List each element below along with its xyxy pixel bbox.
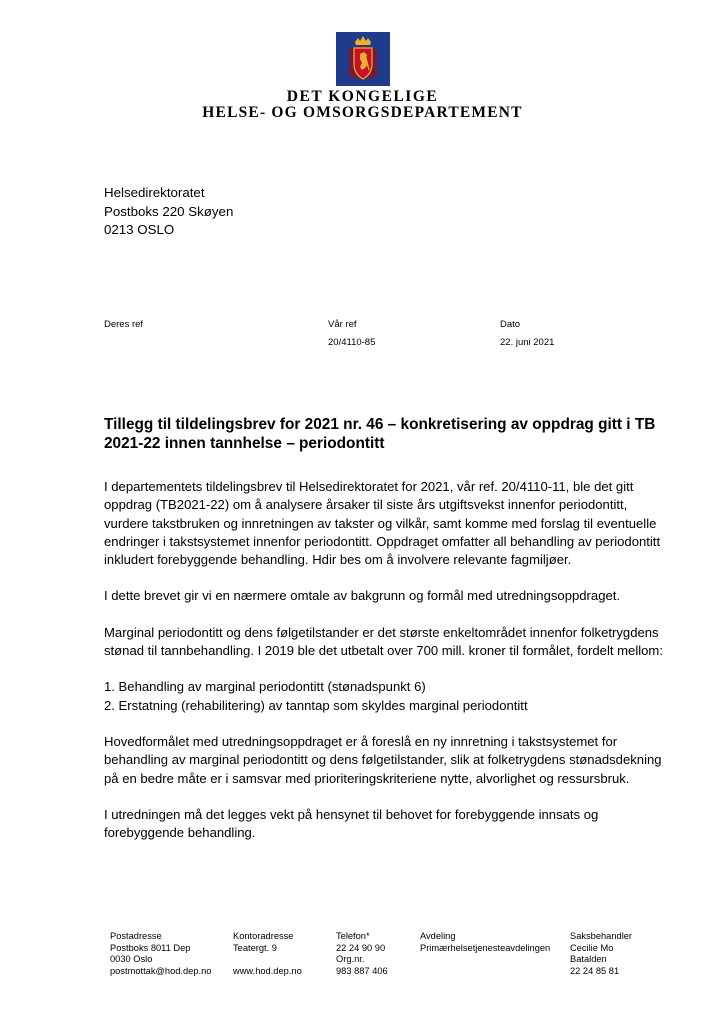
footer-telefon-label: Telefon* [336, 931, 370, 941]
letter-title: Tillegg til tildelingsbrev for 2021 nr. 46 – konkretisering av oppdrag gitt i TB 2021-22 innen tannhelse – periodontitt [104, 416, 656, 452]
footer-kontoradresse-label: Kontoradresse [233, 931, 294, 941]
footer-avdeling-label: Avdeling [420, 931, 456, 941]
footer-telefon [336, 931, 388, 977]
footer-postadresse-line2: 0030 Oslo [110, 954, 153, 964]
paragraph-1: I departementets tildelingsbrev til Helsedirektoratet for 2021, vår ref. 20/4110-11, ble det gitt oppdrag (TB2021-22) om å analysere årsaker til siste års utgiftsvekst innenfor periodontitt, vurdere takstbruken og innretningen av takster og vilkår, samt komme med forslag til eventuelle endringer i takstsystemet innenfor periodontitt. Oppdraget omfatter all behandling av periodontitt inkludert forebyggende behandling. Hdir bes om å involvere relevante fagmiljøer. [104, 479, 661, 568]
footer-telefon-number: 22 24 90 90 [336, 942, 386, 953]
footer-orgnr-value: 983 887 406 [336, 965, 388, 976]
footer-website-link[interactable]: www.hod.dep.no [233, 965, 302, 976]
list-item-2: 2. Erstatning (rehabilitering) av tanntap som skyldes marginal periodontitt [104, 697, 528, 713]
footer-kontoradresse-line1: Teatergt. 9 [233, 942, 277, 953]
letter-body [104, 478, 664, 842]
footer-saksbehandler [570, 931, 632, 977]
norwegian-royal-crest-icon [336, 32, 390, 86]
dato-label: Dato [500, 319, 521, 330]
footer-kontoradresse [233, 931, 302, 977]
list-item-1: 1. Behandling av marginal periodontitt (stønadspunkt 6) [104, 679, 426, 695]
letterhead-line1: DET KONGELIGE [286, 88, 439, 105]
footer-avdeling-name: Primærhelsetjenesteavdelingen [420, 942, 551, 953]
recipient-street: Postboks 220 Skøyen [104, 203, 234, 219]
footer-postadresse-email[interactable]: postmottak@hod.dep.no [110, 965, 212, 976]
footer-orgnr-label: Org.nr. [336, 954, 365, 964]
footer-postadresse [110, 931, 211, 977]
letterhead-line2: HELSE- OG OMSORGSDEPARTEMENT [202, 104, 523, 121]
var-ref-value: 20/4110-85 [328, 337, 376, 348]
paragraph-4: Hovedformålet med utredningsoppdraget er å foreslå en ny innretning i takstsystemet for behandling av marginal periodontitt og dens følgetilstander, slik at folketrygdens stønadsdekning på en bedre måte er i samsvar med prioriteringskriteriene nytte, alvorlighet og ressursbruk. [104, 733, 662, 786]
footer-saksbehandler-phone: 22 24 85 81 [570, 965, 620, 976]
var-ref-label: Vår ref [328, 319, 357, 330]
recipient-name: Helsedirektoratet [104, 185, 205, 200]
deres-ref-label: Deres ref [104, 319, 144, 330]
footer-postadresse-label: Postadresse [110, 931, 162, 941]
footer-saksbehandler-name2: Batalden [570, 954, 607, 964]
dato-value: 22. juni 2021 [500, 337, 555, 348]
paragraph-3: Marginal periodontitt og dens følgetilstander er det største enkeltområdet innenfor folketrygdens stønad til tannbehandling. I 2019 ble det utbetalt over 700 mill. kroner til formålet, fordelt mellom: [104, 624, 663, 659]
footer-saksbehandler-name1: Cecilie Mo [570, 942, 614, 953]
footer-saksbehandler-label: Saksbehandler [570, 931, 633, 941]
recipient-postal: 0213 OSLO [104, 222, 175, 237]
paragraph-5: I utredningen må det legges vekt på hensynet til behovet for forebyggende innsats og forebyggende behandling. [104, 806, 599, 841]
paragraph-2: I dette brevet gir vi en nærmere omtale av bakgrunn og formål med utredningsoppdraget. [104, 588, 621, 604]
letterhead [0, 32, 725, 122]
footer-postadresse-line1: Postboks 8011 Dep [110, 942, 191, 953]
recipient-address [104, 184, 233, 240]
footer-avdeling [420, 931, 550, 954]
